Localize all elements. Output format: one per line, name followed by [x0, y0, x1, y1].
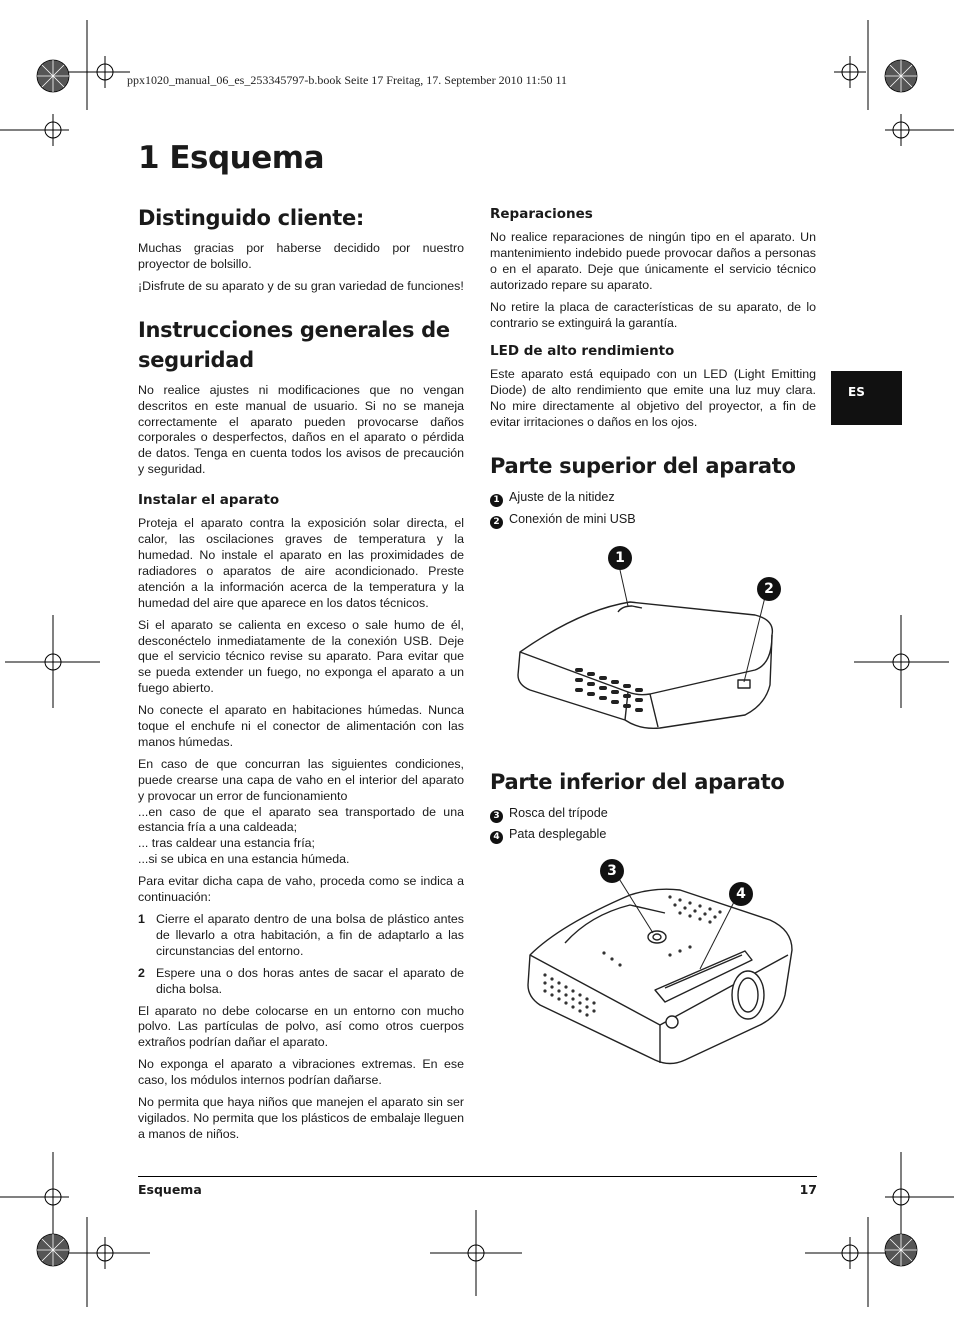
paragraph: No conecte el aparato en habitaciones húmedas. Nunca toque el enchufe ni el conector de alimentación con las manos húmedas. — [138, 703, 464, 749]
step-number: 2 — [138, 965, 145, 980]
paragraph: No realice ajustes ni modificaciones que no vengan descritos en este manual de usuario. Si no se maneja correctamente el aparato pueden provocarse daños corporales o desperfectos, daños en el aparato o pérdida de datos. Tenga en cuenta todos los avisos de precaución y seguridad. — [138, 382, 464, 477]
legend-text: Pata desplegable — [509, 827, 607, 841]
heading-parte-superior: Parte superior del aparato — [490, 454, 796, 478]
paragraph: No exponga el aparato a vibraciones extremas. En ese caso, los módulos internos podrían dañarse. — [138, 1057, 464, 1088]
number-badge: 1 — [490, 494, 503, 507]
legend-item — [490, 803, 608, 823]
legend-superior — [490, 487, 636, 529]
paragraph: El aparato no debe colocarse en un entorno con mucho polvo. Las partículas de polvo, así como otros cuerpos extraños podrían dañar el aparato. — [138, 1003, 464, 1050]
numbered-step — [138, 912, 464, 960]
paragraph: No permita que haya niños que manejen el aparato sin ser vigilados. No permita que los plásticos de embalaje lleguen a manos de niños. — [138, 1095, 464, 1141]
paragraph: Proteja el aparato contra la exposición solar directa, el calor, las oscilaciones graves de temperatura y la humedad. No instale el aparato en las proximidades de radiadores o aparatos de aire acondicionado. Preste atención a la información acerca de la temperatura y la humedad del aire que aparece en los datos técnicos. — [138, 516, 464, 610]
step-text: Cierre el aparato dentro de una bolsa de plástico antes de llevarlo a otra habitación, a fin de adaptarlo a las circunstancias del entorno. — [156, 912, 464, 958]
callout-3: 3 — [600, 859, 624, 883]
heading-parte-inferior: Parte inferior del aparato — [490, 770, 785, 794]
paragraph: Si el aparato se calienta en exceso o sale humo de él, desconéctelo inmediatamente de la conexión USB. Deje que el servicio técnico revise su aparato. Para evitar que se pueda extender un fuego, no exponga el aparato a un fuego abierto. — [138, 617, 464, 696]
paragraph: No retire la placa de características de su aparato, de lo contrario se extinguirá la garantía. — [490, 299, 816, 330]
paragraph: No realice reparaciones de ningún tipo en el aparato. Un mantenimiento indebido puede provocar daños a personas o en el aparato. Deje que únicamente el servicio técnico autorizado repare su aparato. — [490, 230, 816, 292]
file-header-line: ppx1020_manual_06_es_253345797-b.book Seite 17 Freitag, 17. September 2010 11:50 11 — [127, 73, 568, 87]
paragraph: Este aparato está equipado con un LED (Light Emitting Diode) de alto rendimiento que emite una luz muy clara. No mire directamente al objetivo del proyector, a fin de evitar irritaciones o daños en los ojos. — [490, 367, 816, 430]
heading-distinguido-cliente: Distinguido cliente: — [138, 206, 364, 230]
legend-text: Conexión de mini USB — [509, 512, 636, 526]
device-top-illustration — [510, 540, 810, 740]
legend-inferior — [490, 803, 608, 844]
heading-instrucciones-seguridad: Instrucciones generales de seguridad — [138, 317, 450, 372]
number-badge: 2 — [490, 516, 503, 529]
heading-instalar-aparato: Instalar el aparato — [138, 492, 280, 509]
heading-led: LED de alto rendimiento — [490, 343, 675, 360]
legend-item — [490, 824, 608, 844]
paragraph: ...si se ubica en una estancia húmeda. — [138, 852, 350, 867]
legend-item — [490, 487, 636, 507]
page-number: 17 — [799, 1182, 817, 1197]
language-tab: ES — [831, 371, 902, 425]
footer-rule — [138, 1176, 817, 1177]
callout-1: 1 — [608, 546, 632, 570]
step-number: 1 — [138, 912, 145, 926]
callout-2: 2 — [757, 577, 781, 601]
paragraph: ...en caso de que el aparato sea transportado de una estancia fría a una caldeada; — [138, 804, 464, 835]
callout-4: 4 — [729, 882, 753, 906]
paragraph: Muchas gracias por haberse decidido por nuestro proyector de bolsillo. — [138, 241, 464, 271]
paragraph: ¡Disfrute de su aparato y de su gran variedad de funciones! — [138, 278, 464, 293]
footer-section-name: Esquema — [138, 1182, 202, 1197]
heading-reparaciones: Reparaciones — [490, 206, 593, 222]
device-bottom-illustration — [520, 855, 800, 1075]
numbered-step — [138, 966, 464, 998]
right-column — [490, 206, 816, 437]
left-column — [138, 203, 464, 1149]
paragraph: En caso de que concurran las siguientes condiciones, puede crearse una capa de vaho en el interior del aparato y provocar un error de funcionamiento — [138, 756, 464, 803]
paragraph: ... tras caldear una estancia fría; — [138, 836, 316, 851]
step-text: Espere una o dos horas antes de sacar el aparato de dicha bolsa. — [156, 965, 464, 996]
number-badge: 3 — [490, 810, 503, 823]
legend-text: Ajuste de la nitidez — [509, 490, 615, 504]
legend-text: Rosca del trípode — [509, 806, 608, 820]
legend-item — [490, 509, 636, 529]
paragraph: Para evitar dicha capa de vaho, proceda como se indica a continuación: — [138, 874, 464, 905]
number-badge: 4 — [490, 831, 503, 844]
page-title: 1 Esquema — [138, 140, 324, 176]
